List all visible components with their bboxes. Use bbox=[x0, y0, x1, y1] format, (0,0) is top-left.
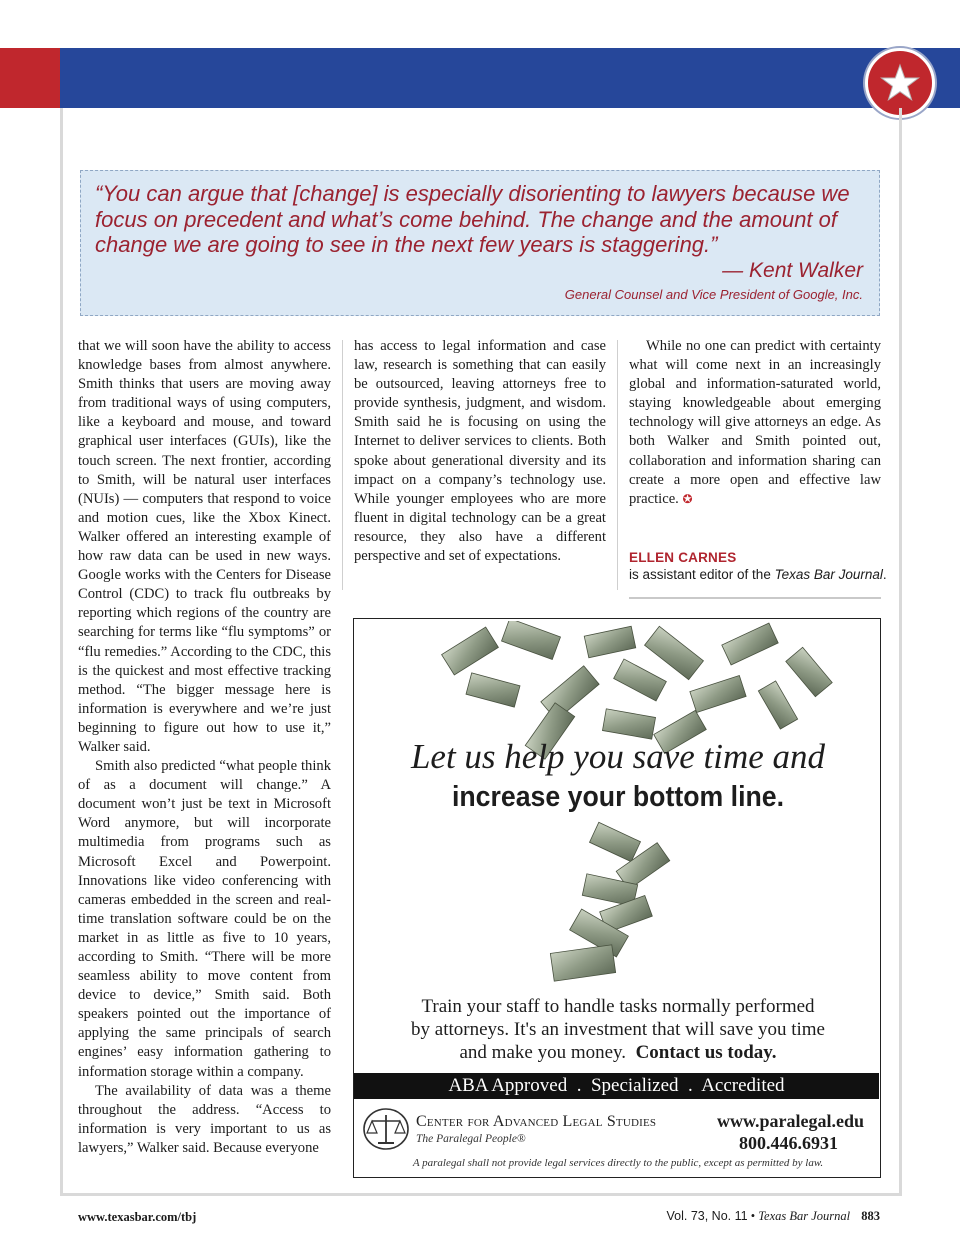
scales-of-justice-icon bbox=[362, 1107, 410, 1151]
author-bio-publication: Texas Bar Journal bbox=[774, 567, 883, 582]
footer-journal-name: Texas Bar Journal bbox=[758, 1209, 851, 1223]
author-bio-text: is assistant editor of the bbox=[629, 567, 775, 582]
ad-headline-line-1: Let us help you save time and bbox=[410, 737, 826, 776]
end-of-article-icon: ✪ bbox=[682, 491, 693, 506]
article-column-3 bbox=[629, 337, 881, 509]
ad-call-to-action: Contact us today. bbox=[635, 1042, 777, 1063]
ad-organization-name: Center for Advanced Legal Studies bbox=[416, 1113, 657, 1130]
section-divider bbox=[629, 597, 881, 599]
footer-separator: • bbox=[750, 1209, 756, 1223]
page-frame-bottom bbox=[60, 1193, 902, 1196]
article-paragraph bbox=[629, 337, 881, 509]
column-divider bbox=[617, 340, 618, 590]
article-column-1 bbox=[78, 337, 331, 1158]
ad-headline-line-2: increase your bottom line. bbox=[451, 781, 785, 813]
header-banner-blue bbox=[60, 48, 960, 108]
footer-issue-info bbox=[667, 1209, 881, 1224]
article-final-text: While no one can predict with certainty what will come next in an increasingly global and information-saturated world, staying knowledgeable about emerging technology will give attorneys an edge. As both Walker and Smith pointed out, collaboration and information sharing can create a more open and effective law practice. bbox=[629, 338, 881, 507]
pull-quote bbox=[80, 170, 880, 316]
article-paragraph: Smith also predicted “what people think of as a document will change.” A document won’t just be text in Microsoft Word anymore, but will incorporate multimedia from programs such as Microsoft Excel and Powerpoint. Innovations like video conferencing with cameras embedded in the screen and real-time translation software could be on the market in as little as five to 10 years, according to Smith. “There will be more seamless ability to move content from device to device,” Smith said. Both speakers pointed out the importance of applying the same principals of search engines’ easy information gathering to information storage within a company. bbox=[78, 758, 331, 1080]
page-frame-left bbox=[60, 108, 63, 1196]
column-divider bbox=[342, 340, 343, 590]
author-bio bbox=[629, 567, 887, 582]
article-paragraph: has access to legal information and case law, research is something that can easily be outsourced, leaving attorneys free to provide synthesis, judgment, and wisdom. Smith said he is focusing on using the Internet to deliver services to clients. Both spoke about generational diversity and its impact on a company’s technology use. While younger employees who are more fluent in digital technology can be a great resource, they also have a different perspective and set of expectations. bbox=[354, 338, 606, 565]
ad-disclaimer: A paralegal shall not provide legal services directly to the public, except as permitted by law. bbox=[412, 1157, 824, 1169]
ad-credentials-bar: ABA Approved . Specialized . Accredited bbox=[354, 1073, 879, 1099]
article-paragraph: that we will soon have the ability to access knowledge bases from almost anywhere. Smith thinks that users are moving away from traditional ways of using computers, like a keyboard and mouse, and toward graphical user interfaces (GUIs), like the touch screen. The next frontier, according to Smith, will be natural user interfaces (NUIs) — computers that respond to voice and motion cues, like the Xbox Kinect. Walker offered an interesting example of how raw data can be used in new ways. Google works with the Centers for Disease Control (CDC) to track flu outbreaks by reporting which regions of the country are searching for terms like “flu symptoms” or “flu remedies.” According to the CDC, this is the quickest and most effective tracking method. “The bigger message here is information is everywhere and we’re just beginning to figure out how to use it,” Walker said. bbox=[78, 338, 331, 755]
pull-quote-attribution-title: General Counsel and Vice President of Google, Inc. bbox=[564, 287, 863, 302]
footer-website[interactable]: www.texasbar.com/tbj bbox=[78, 1210, 197, 1224]
pull-quote-attribution: — Kent Walker bbox=[722, 259, 863, 282]
ad-website-link[interactable]: www.paralegal.edu bbox=[716, 1111, 864, 1131]
ad-body-line: by attorneys. It's an investment that will save you time bbox=[411, 1019, 825, 1040]
header-banner-red bbox=[0, 48, 60, 108]
pull-quote-text: “You can argue that [change] is especially disorienting to lawyers because we focus on precedent and what’s come behind. The change and the amount of change we are going to see in the next few years is staggering.” bbox=[95, 181, 850, 257]
article-column-2 bbox=[354, 337, 606, 566]
ad-body-line: Train your staff to handle tasks normally performed bbox=[421, 996, 815, 1017]
footer-volume: Vol. 73, No. 11 bbox=[666, 1209, 748, 1223]
ad-organization-tagline: The Paralegal People® bbox=[416, 1133, 526, 1145]
advertisement[interactable] bbox=[353, 618, 881, 1178]
page-frame-right bbox=[899, 108, 902, 1196]
article-paragraph: The availability of data was a theme throughout the address. “Access to information is very important to us as lawyers,” Walker said. Because everyone bbox=[78, 1082, 331, 1156]
ad-phone-number[interactable]: 800.446.6931 bbox=[739, 1133, 838, 1153]
ad-body-text bbox=[354, 995, 882, 1064]
ad-body-line bbox=[354, 1041, 882, 1064]
author-bio-suffix: . bbox=[882, 567, 887, 582]
page-number: 883 bbox=[861, 1209, 880, 1223]
ad-body-text-final: and make you money. bbox=[459, 1042, 627, 1063]
author-name: ELLEN CARNES bbox=[629, 550, 737, 565]
